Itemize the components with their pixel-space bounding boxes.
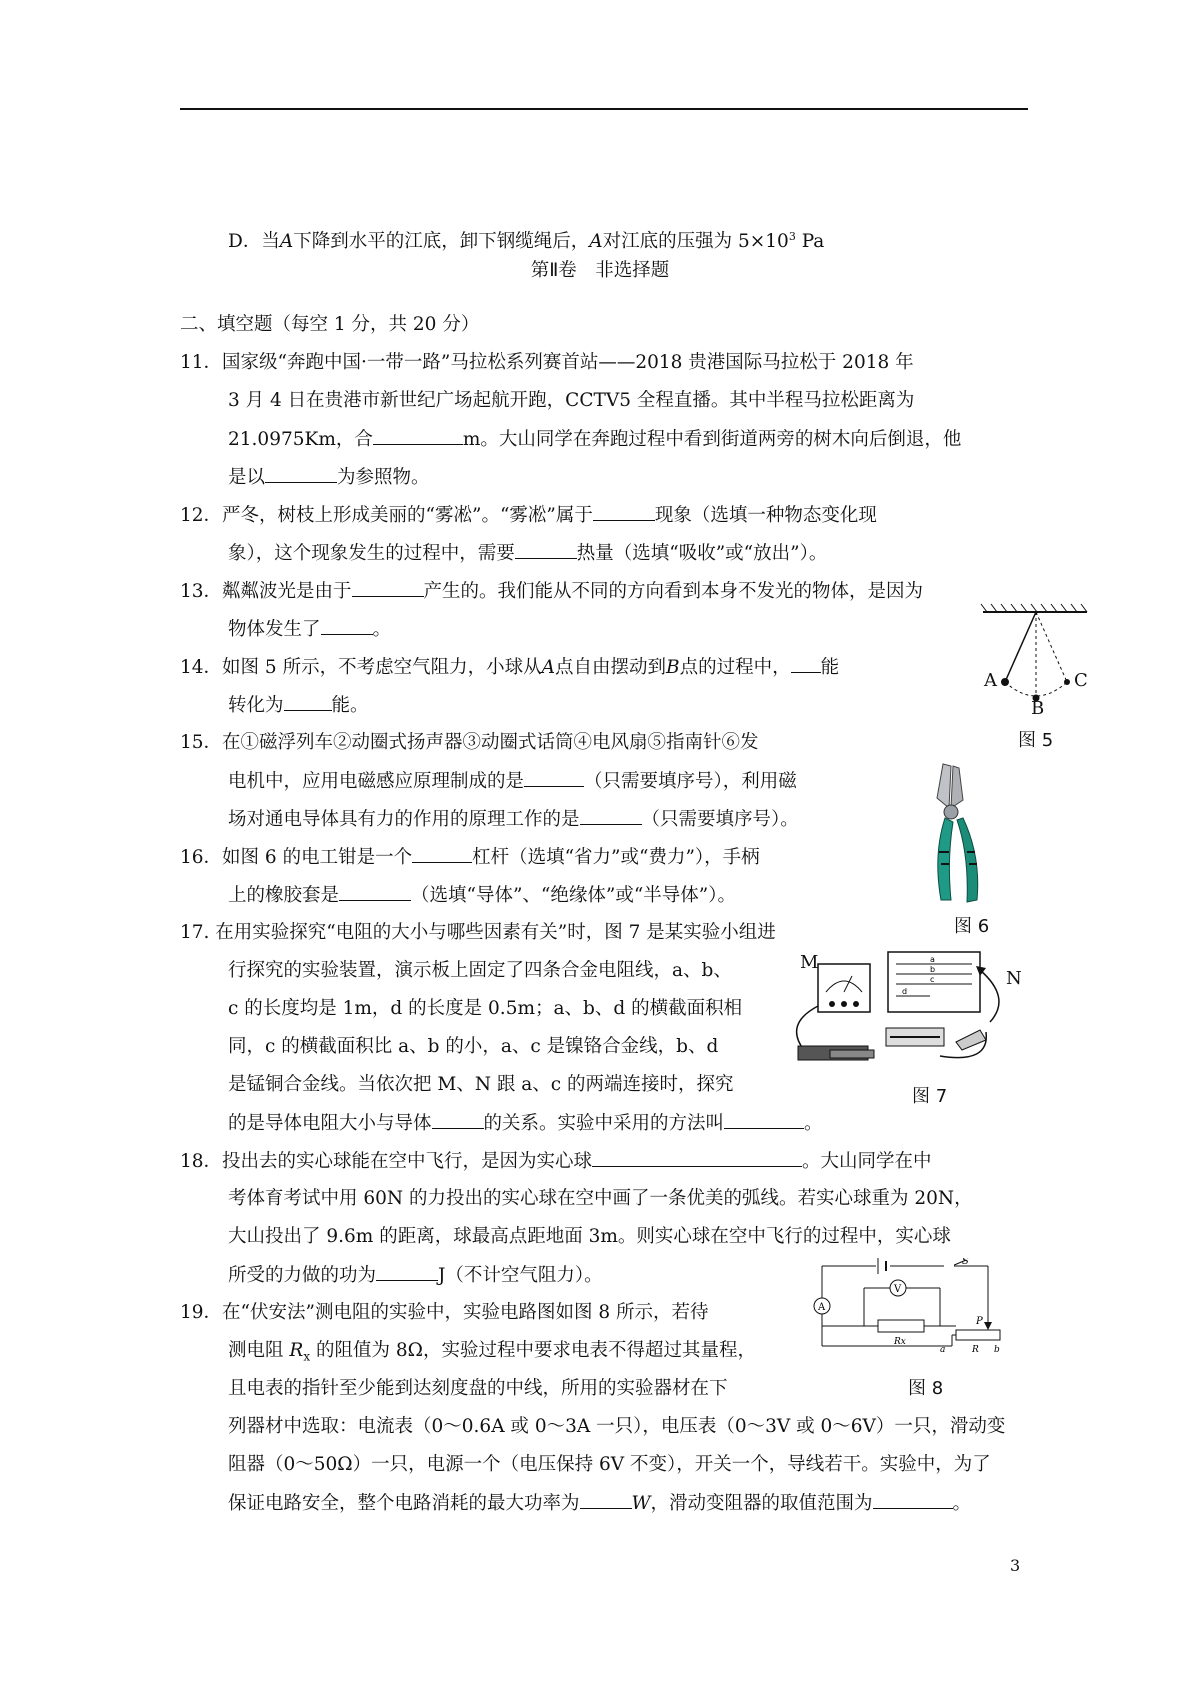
fig7-label-m: M [800, 952, 819, 973]
pendulum-figure [975, 600, 1095, 712]
header-rule [180, 108, 1028, 110]
q19-text: 的阻值为 8Ω，实验过程中要求电表不得超过其量程， [310, 1340, 756, 1361]
fig6-caption: 图 6 [954, 916, 990, 937]
q11-text: 为参照物。 [337, 467, 430, 488]
answer-blank[interactable] [592, 1148, 802, 1167]
apparatus-figure [790, 946, 1030, 1066]
q16-text: 杠杆（选填“省力”或“费力”），手柄 [472, 847, 760, 868]
var-r: R [289, 1340, 304, 1361]
var-b: B [665, 657, 680, 678]
q14-line2 [228, 692, 369, 719]
unit-w: W [631, 1493, 651, 1514]
q17-text: 的关系。实验中采用的方法叫 [483, 1113, 725, 1134]
q17-line4: 同，c 的横截面积比 a、b 的小，a、c 是镍铬合金线，b、d [228, 1036, 719, 1057]
prev-option-d [228, 224, 824, 255]
q19-line5: 阻器（0～50Ω）一只，电源一个（电压保持 6V 不变），开关一个，导线若干。实验中，为了 [228, 1454, 991, 1475]
q14-text: 14．如图 5 所示，不考虑空气阻力，小球从 [180, 657, 542, 678]
wire-label-a: a [930, 955, 935, 964]
q18-line2: 考体育考试中用 60N 的力投出的实心球在空中画了一条优美的弧线。若实心球重为 20N， [228, 1188, 973, 1209]
rx-label: Rx [894, 1337, 906, 1347]
q19-text: 保证电路安全，整个电路消耗的最大功率为 [228, 1493, 580, 1514]
circuit-figure [812, 1258, 1002, 1358]
answer-blank[interactable] [791, 654, 821, 673]
q18-line1 [180, 1148, 932, 1175]
exponent: 3 [788, 230, 796, 243]
answer-blank[interactable] [515, 540, 577, 559]
q13-text: 13．粼粼波光是由于 [180, 581, 352, 602]
page-number: 3 [1010, 1556, 1021, 1575]
answer-blank[interactable] [373, 426, 463, 445]
fig5-label-a: A [984, 670, 997, 691]
q14-text: 点自由摆动到 [554, 657, 666, 678]
q17-line6 [228, 1110, 823, 1137]
q12-text: 12．严冬，树枝上形成美丽的“雾凇”。“雾凇”属于 [180, 505, 593, 526]
q11-line2: 3 月 4 日在贵港市新世纪广场起航开跑，CCTV5 全程直播。其中半程马拉松距离为 [228, 390, 915, 411]
q15-text: 电机中，应用电磁感应原理制成的是 [228, 771, 525, 792]
q13-text: 。 [372, 619, 392, 640]
q19-text: ，滑动变阻器的取值范围为 [650, 1493, 873, 1514]
q17-text: 的是导体电阻大小与导体 [228, 1113, 432, 1134]
q19-line4: 列器材中选取：电流表（0～0.6A 或 0～3A 一只），电压表（0～3V 或 0～6V）一只，滑动变 [228, 1416, 1006, 1437]
q11-line4 [228, 464, 430, 491]
q13-line1 [180, 578, 923, 605]
q16-text: 上的橡胶套是 [228, 885, 340, 906]
answer-blank[interactable] [580, 1490, 632, 1509]
end-a-label: a [940, 1345, 946, 1355]
q14-text: 点的过程中， [679, 657, 791, 678]
q19-line6 [228, 1490, 971, 1517]
q18-text: 所受的力做的功为 [228, 1265, 377, 1286]
r-label: R [972, 1345, 979, 1355]
q11-line3 [228, 426, 961, 453]
fig5-label-c: C [1074, 670, 1088, 691]
q18-text: J（不计空气阻力）。 [438, 1265, 603, 1286]
q18-text: 。大山同学在中 [802, 1151, 932, 1172]
option-d-text: 下降到水平的江底，卸下钢缆绳后， [293, 231, 590, 253]
wire-label-b: b [930, 965, 936, 974]
q13-line2 [228, 616, 391, 643]
answer-blank[interactable] [432, 1110, 484, 1129]
answer-blank[interactable] [873, 1490, 953, 1509]
q15-line2 [228, 768, 797, 795]
q11-text: 21.0975Km，合 [228, 429, 373, 450]
q18-line3: 大山投出了 9.6m 的距离，球最高点距地面 3m。则实心球在空中飞行的过程中，实心球 [228, 1226, 951, 1247]
q19-text: 。 [952, 1493, 972, 1514]
q17-line2: 行探究的实验装置，演示板上固定了四条合金电阻线，a、b、 [228, 960, 732, 981]
q18-line4 [228, 1262, 603, 1289]
answer-blank[interactable] [724, 1110, 804, 1129]
fig5-label-b: B [1031, 698, 1045, 719]
wire-label-c: c [930, 975, 935, 984]
q16-line1 [180, 844, 760, 871]
fig5-caption: 图 5 [1018, 730, 1054, 751]
answer-blank[interactable] [321, 616, 373, 635]
option-d-unit: Pa [795, 231, 825, 253]
q14-text: 能 [820, 657, 840, 678]
option-d-text: 对江底的压强为 5×10 [602, 231, 789, 253]
q19-text: 测电阻 [228, 1340, 290, 1361]
q15-text: （只需要填序号），利用磁 [584, 771, 797, 792]
subscript: x [303, 1349, 311, 1364]
fig7-label-n: N [1006, 968, 1022, 989]
end-b-label: b [994, 1345, 1000, 1355]
var-a: A [279, 231, 294, 253]
answer-blank[interactable] [284, 692, 332, 711]
q12-text: 热量（选填“吸收”或“放出”）。 [576, 543, 828, 564]
ammeter-label: A [818, 1302, 826, 1313]
q15-line1: 15．在①磁浮列车②动圈式扬声器③动圈式话筒④电风扇⑤指南针⑥发 [180, 732, 759, 753]
q14-text: 能。 [331, 695, 369, 716]
var-a: A [589, 231, 603, 253]
q16-text: 16．如图 6 的电工钳是一个 [180, 847, 413, 868]
q16-text: （选填“导体”、“绝缘体”或“半导体”）。 [411, 885, 737, 906]
q19-line2 [228, 1338, 756, 1370]
answer-blank[interactable] [412, 844, 472, 863]
q17-line3: c 的长度均是 1m，d 的长度是 0.5m；a、b、d 的横截面积相 [228, 998, 743, 1019]
option-d-text: D．当 [228, 231, 280, 253]
voltmeter-label: V [894, 1284, 902, 1295]
q12-line2 [228, 540, 827, 567]
answer-blank[interactable] [376, 1262, 438, 1281]
q17-text: 。 [804, 1113, 823, 1134]
q11-text: 是以 [228, 467, 266, 488]
q13-text: 物体发生了 [228, 619, 321, 640]
var-a: A [541, 657, 555, 678]
q17-line1: 17. 在用实验探究“电阻的大小与哪些因素有关”时，图 7 是某实验小组进 [180, 922, 776, 943]
answer-blank[interactable] [580, 806, 642, 825]
fig7-caption: 图 7 [912, 1086, 948, 1107]
pliers-figure [915, 760, 995, 910]
q14-text: 转化为 [228, 695, 284, 716]
answer-blank[interactable] [339, 882, 411, 901]
q18-text: 18．投出去的实心球能在空中飞行，是因为实心球 [180, 1151, 593, 1172]
q14-line1 [180, 654, 839, 681]
slider-label: P [976, 1316, 983, 1327]
q12-text: 现象（选填一种物态变化现 [654, 505, 877, 526]
q11-text: m。大山同学在奔跑过程中看到街道两旁的树木向后倒退，他 [462, 429, 962, 450]
switch-label: S [962, 1258, 969, 1267]
section-title: 第Ⅱ卷 非选择题 [530, 260, 670, 281]
q15-line3 [228, 806, 799, 833]
q13-text: 产生的。我们能从不同的方向看到本身不发光的物体，是因为 [423, 581, 924, 602]
q15-text: （只需要填序号）。 [641, 809, 799, 830]
answer-blank[interactable] [524, 768, 584, 787]
answer-blank[interactable] [352, 578, 424, 597]
answer-blank[interactable] [265, 464, 337, 483]
q12-text: 象），这个现象发生的过程中，需要 [228, 543, 515, 564]
q12-line1 [180, 502, 877, 529]
q15-text: 场对通电导体具有力的作用的原理工作的是 [228, 809, 580, 830]
part-heading: 二、填空题（每空 1 分，共 20 分） [180, 314, 480, 335]
answer-blank[interactable] [593, 502, 655, 521]
q19-line1: 19．在“伏安法”测电阻的实验中，实验电路图如图 8 所示，若待 [180, 1302, 709, 1323]
q11-line1: 11．国家级“奔跑中国·一带一路”马拉松系列赛首站——2018 贵港国际马拉松于 2018 年 [180, 352, 914, 373]
q19-line3: 且电表的指针至少能到达刻度盘的中线，所用的实验器材在下 [228, 1378, 728, 1399]
wire-label-d: d [902, 987, 908, 996]
fig8-caption: 图 8 [908, 1378, 944, 1399]
q17-line5: 是锰铜合金线。当依次把 M、N 跟 a、c 的两端连接时，探究 [228, 1074, 734, 1095]
q16-line2 [228, 882, 736, 909]
